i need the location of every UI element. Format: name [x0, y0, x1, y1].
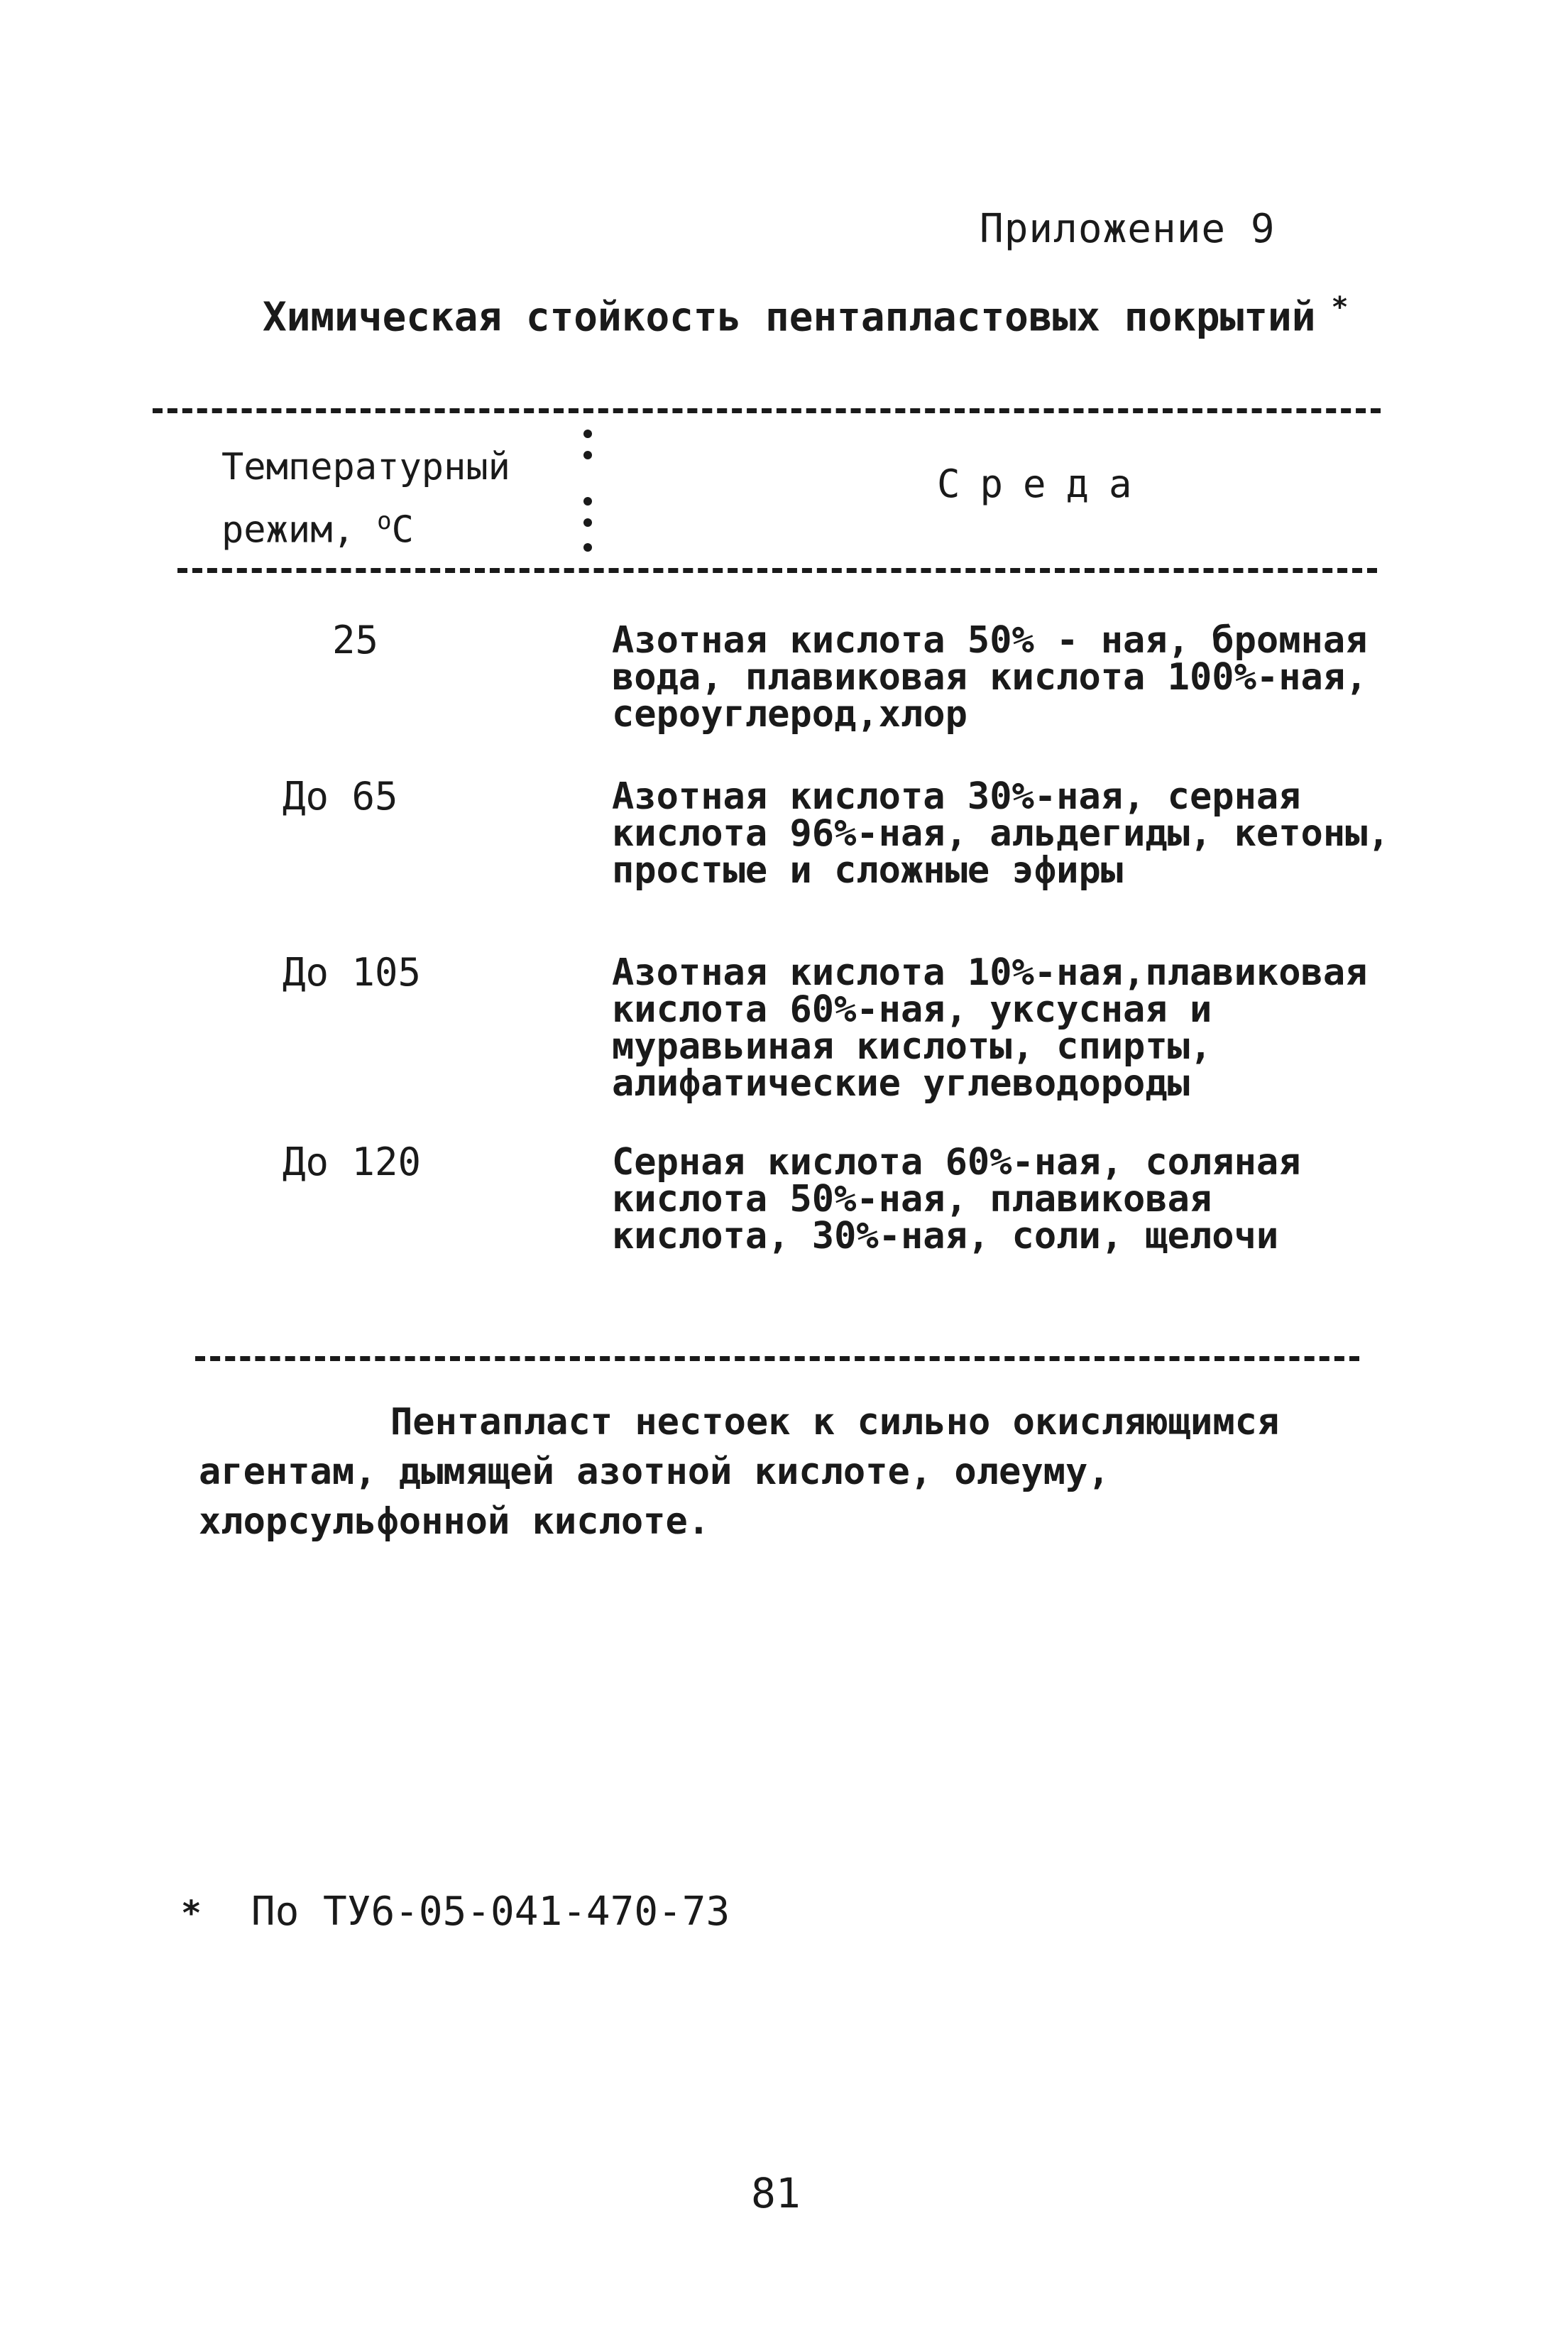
table-row-3-environment: Азотная кислота 10%-ная,плавиковая кислота 60%-ная, уксусная и муравьиная кислоты, спирты, алифатические углеводороды [612, 951, 1368, 1105]
temperature-unit: С [391, 508, 414, 552]
column-header-temperature [221, 440, 562, 557]
column-header-temperature-line1: Температурный [221, 446, 510, 488]
footnote-text: По ТУ6-05-041-470-73 [251, 1889, 730, 1935]
table-row-4-environment: Серная кислота 60%-ная, соляная кислота 50%-ная, плавиковая кислота, 30%-ная, соли, щелочи [612, 1141, 1301, 1257]
document-title [263, 291, 1349, 341]
footnote [181, 1889, 730, 1935]
table-row-4-temperature: До 120 [283, 1140, 422, 1184]
table-row-2-temperature: До 65 [283, 774, 398, 819]
column-separator-dots [583, 430, 593, 557]
appendix-label: Приложение 9 [980, 206, 1276, 252]
table-top-rule [153, 408, 1381, 413]
column-header-temperature-line2: режим, $^о$С [221, 507, 414, 552]
footnote-mark: * [181, 1894, 202, 1933]
page-number: 81 [751, 2169, 801, 2217]
table-row-2-environment: Азотная кислота 30%-ная, серная кислота 96%-ная, альдегиды, кетоны, простые и сложные эфиры [612, 775, 1390, 892]
table-bottom-rule [195, 1356, 1359, 1361]
table-row-1-temperature: 25 [332, 618, 379, 662]
column-header-environment: Среда [937, 462, 1152, 506]
resistance-note: Пентапласт нестоек к сильно окисляющимся агентам, дымящей азотной кислоте, олеуму, хлорсульфонной кислоте. [199, 1401, 1280, 1543]
table-header-rule [177, 568, 1377, 573]
table-row-3-temperature: До 105 [283, 950, 422, 995]
document-title-text: Химическая стойкость пентапластовых покрытий [263, 294, 1316, 341]
table-row-1-environment: Азотная кислота 50% - ная, бромная вода, плавиковая кислота 100%-ная, сероуглерод,хлор [612, 619, 1368, 736]
degree-sign: о [377, 507, 392, 535]
title-footnote-mark: * [1331, 291, 1349, 324]
